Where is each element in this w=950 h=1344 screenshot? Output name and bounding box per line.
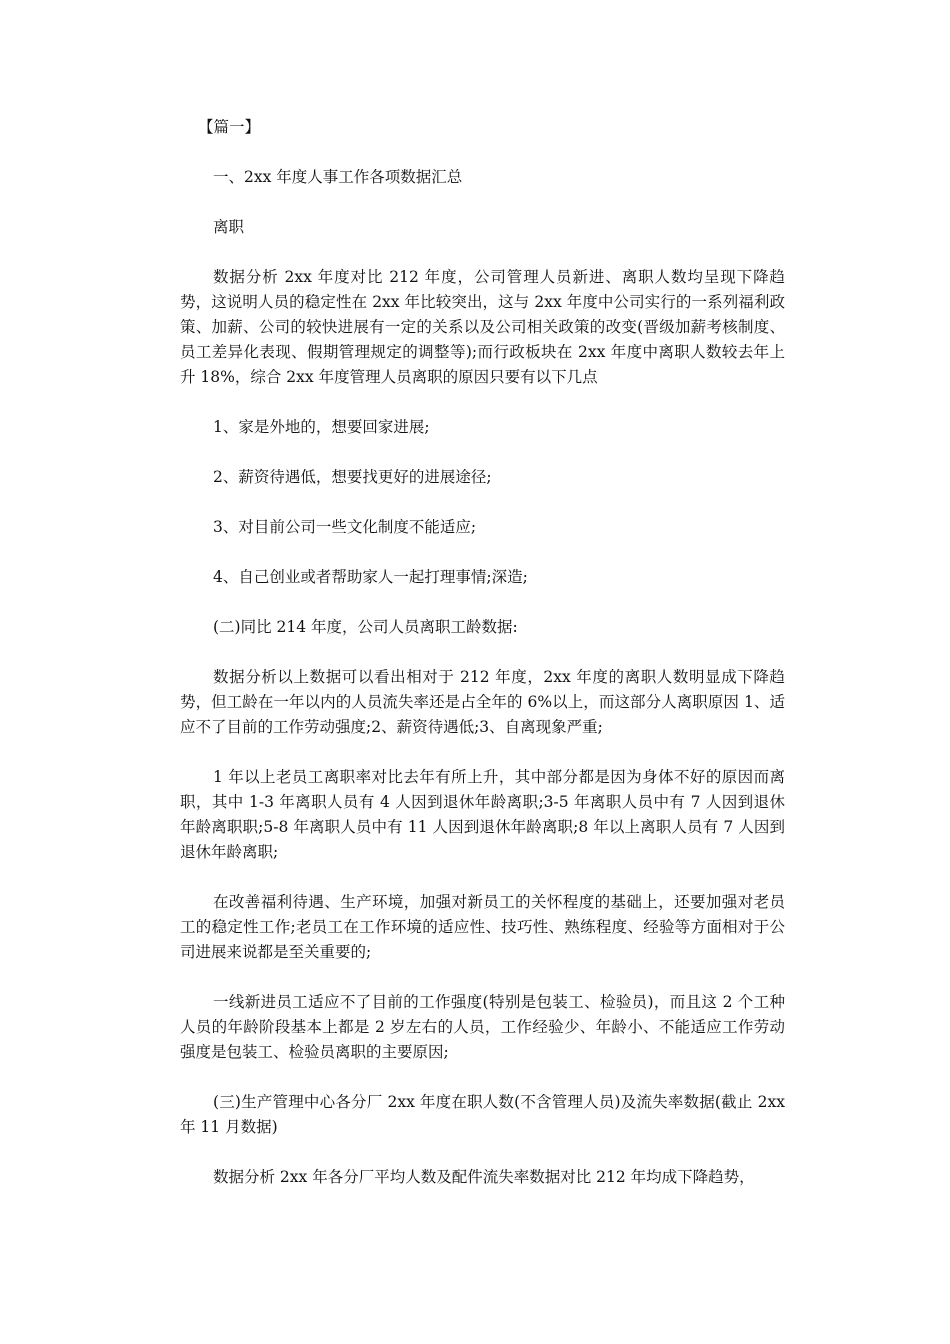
list-item: 1、家是外地的，想要回家进展; — [213, 418, 430, 436]
document-body — [180, 115, 785, 1215]
list-item: 2、薪资待遇低，想要找更好的进展途径; — [213, 468, 492, 486]
section-label: 【篇一】 — [198, 118, 261, 136]
paragraph: 数据分析以上数据可以看出相对于 212 年度，2xx 年度的离职人数明显成下降趋势，但工龄在一年以内的人员流失率还是占全年的 6%以上，而这部分人离职原因 1、适应不了目前的工作劳动强度;2、薪资待遇低;3、自离现象严重; — [180, 668, 785, 736]
paragraph: 数据分析 2xx 年各分厂平均人数及配件流失率数据对比 212 年均成下降趋势， — [213, 1168, 755, 1186]
paragraph: 1 年以上老员工离职率对比去年有所上升，其中部分都是因为身体不好的原因而离职，其中 1-3 年离职人员有 4 人因到退休年龄离职;3-5 年离职人员中有 7 人因到退休年龄离职职;5-8 年离职人员中有 11 人因到退休年龄离职;8 年以上离职人员有 7 人因到退休年龄离职; — [180, 768, 785, 861]
list-item: 4、自己创业或者帮助家人一起打理事情;深造; — [213, 568, 528, 586]
section-heading: 一、2xx 年度人事工作各项数据汇总 — [213, 168, 463, 186]
subheading: 离职 — [213, 218, 245, 236]
paragraph: 一线新进员工适应不了目前的工作强度(特别是包装工、检验员)，而且这 2 个工种人员的年龄阶段基本上都是 2 岁左右的人员，工作经验少、年龄小、不能适应工作劳动强度是包装工、检验员离职的主要原因; — [180, 993, 785, 1061]
subsection-heading: (三)生产管理中心各分厂 2xx 年度在职人数(不含管理人员)及流失率数据(截止 2xx 年 11 月数据) — [180, 1093, 785, 1136]
list-item: 3、对目前公司一些文化制度不能适应; — [213, 518, 477, 536]
paragraph: 数据分析 2xx 年度对比 212 年度，公司管理人员新进、离职人数均呈现下降趋势，这说明人员的稳定性在 2xx 年比较突出，这与 2xx 年度中公司实行的一系列福利政策、加薪、公司的较快进展有一定的关系以及公司相关政策的改变(晋级加薪考核制度、员工差异化表现、假期管理规定的调整等);而行政板块在 2xx 年度中离职人数较去年上升 18%，综合 2xx 年度管理人员离职的原因只要有以下几点 — [180, 268, 785, 386]
subsection-heading: (二)同比 214 年度，公司人员离职工龄数据: — [213, 618, 518, 636]
paragraph: 在改善福利待遇、生产环境，加强对新员工的关怀程度的基础上，还要加强对老员工的稳定性工作;老员工在工作环境的适应性、技巧性、熟练程度、经验等方面相对于公司进展来说都是至关重要的; — [180, 893, 785, 961]
